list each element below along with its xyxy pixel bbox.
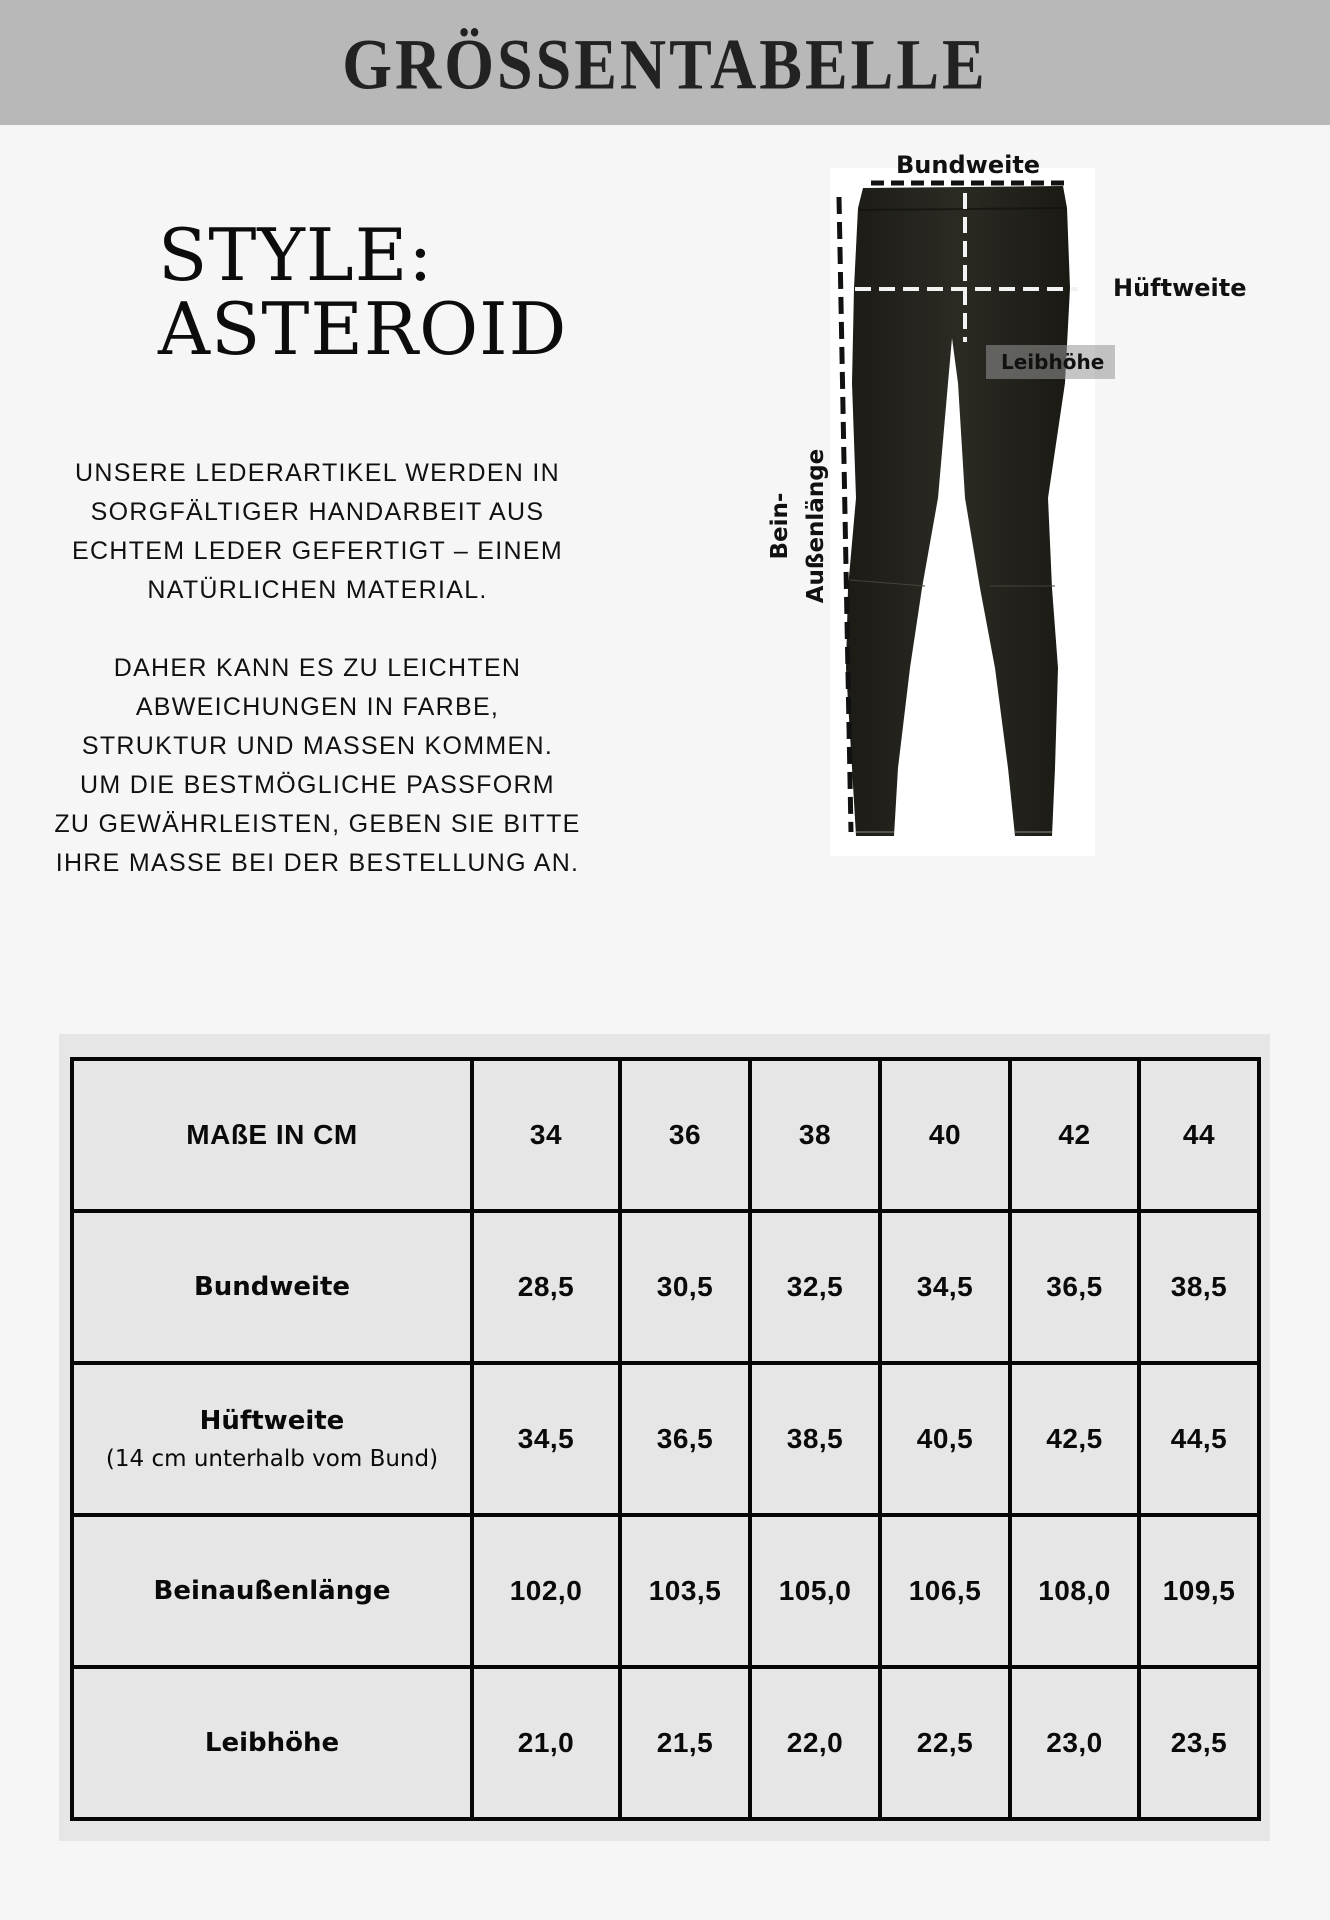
table-cell: 40,5 bbox=[880, 1363, 1010, 1515]
desc-line: IHRE MASSE BEI DER BESTELLUNG AN. bbox=[55, 849, 580, 877]
row-label-note: (14 cm unterhalb vom Bund) bbox=[105, 1446, 439, 1472]
table-cell: 22,0 bbox=[750, 1667, 880, 1819]
desc-line: ZU GEWÄHRLEISTEN, GEBEN SIE BITTE bbox=[54, 810, 581, 838]
table-cell: 36,5 bbox=[620, 1363, 750, 1515]
table-cell: 36,5 bbox=[1010, 1211, 1139, 1363]
table-cell: 109,5 bbox=[1139, 1515, 1259, 1667]
table-cell: 38,5 bbox=[750, 1363, 880, 1515]
table-row bbox=[72, 1667, 1259, 1819]
style-name bbox=[158, 213, 568, 371]
label-leibhoehe: Leibhöhe bbox=[986, 345, 1115, 379]
header-measures-cm: MAßE IN CM bbox=[72, 1059, 472, 1211]
label-hueftweite: Hüftweite bbox=[1113, 274, 1247, 302]
description-paragraph-1 bbox=[40, 454, 595, 610]
table-row bbox=[72, 1211, 1259, 1363]
desc-line: SORGFÄLTIGER HANDARBEIT AUS bbox=[90, 498, 545, 526]
leggings-illustration bbox=[830, 168, 1095, 856]
desc-line: UM DIE BESTMÖGLICHE PASSFORM bbox=[80, 771, 555, 799]
table-cell: 44,5 bbox=[1139, 1363, 1259, 1515]
table-cell: 108,0 bbox=[1010, 1515, 1139, 1667]
bein-line-1: Bein- bbox=[767, 492, 793, 560]
size-40: 40 bbox=[880, 1059, 1010, 1211]
style-label: STYLE: bbox=[158, 213, 434, 297]
desc-line: ABWEICHUNGEN IN FARBE, bbox=[135, 693, 500, 721]
description-paragraph-2 bbox=[40, 649, 595, 883]
table-cell: 30,5 bbox=[620, 1211, 750, 1363]
desc-line: NATÜRLICHEN MATERIAL. bbox=[147, 576, 488, 604]
desc-line: UNSERE LEDERARTIKEL WERDEN IN bbox=[74, 459, 560, 487]
size-table bbox=[70, 1057, 1261, 1821]
size-42: 42 bbox=[1010, 1059, 1139, 1211]
row-label-hueftweite bbox=[72, 1363, 472, 1515]
desc-line: STRUKTUR UND MASSEN KOMMEN. bbox=[81, 732, 554, 760]
table-cell: 34,5 bbox=[472, 1363, 620, 1515]
table-cell: 28,5 bbox=[472, 1211, 620, 1363]
table-cell: 105,0 bbox=[750, 1515, 880, 1667]
row-label-leibhoehe: Leibhöhe bbox=[72, 1667, 472, 1819]
row-label-main: Hüftweite bbox=[199, 1406, 345, 1436]
table-row bbox=[72, 1363, 1259, 1515]
table-cell: 42,5 bbox=[1010, 1363, 1139, 1515]
table-cell: 103,5 bbox=[620, 1515, 750, 1667]
desc-line: ECHTEM LEDER GEFERTIGT – EINEM bbox=[72, 537, 563, 565]
size-38: 38 bbox=[750, 1059, 880, 1211]
table-cell: 21,5 bbox=[620, 1667, 750, 1819]
table-row bbox=[72, 1515, 1259, 1667]
table-cell: 21,0 bbox=[472, 1667, 620, 1819]
pants-photo bbox=[830, 168, 1095, 856]
table-cell: 23,0 bbox=[1010, 1667, 1139, 1819]
page-title: GRÖSSENTABELLE bbox=[342, 24, 988, 104]
label-bundweite: Bundweite bbox=[896, 151, 1041, 179]
row-label-bundweite: Bundweite bbox=[72, 1211, 472, 1363]
row-label-beinaussenlaenge: Beinaußenlänge bbox=[72, 1515, 472, 1667]
table-cell: 22,5 bbox=[880, 1667, 1010, 1819]
table-cell: 23,5 bbox=[1139, 1667, 1259, 1819]
desc-line: DAHER KANN ES ZU LEICHTEN bbox=[113, 654, 522, 682]
table-header-row bbox=[72, 1059, 1259, 1211]
table-cell: 102,0 bbox=[472, 1515, 620, 1667]
table-cell: 34,5 bbox=[880, 1211, 1010, 1363]
size-36: 36 bbox=[620, 1059, 750, 1211]
table-cell: 106,5 bbox=[880, 1515, 1010, 1667]
label-bein-aussenlaenge bbox=[762, 446, 834, 606]
bein-line-2: Außenlänge bbox=[803, 448, 829, 604]
table-cell: 38,5 bbox=[1139, 1211, 1259, 1363]
style-value: ASTEROID bbox=[158, 287, 568, 371]
size-44: 44 bbox=[1139, 1059, 1259, 1211]
size-34: 34 bbox=[472, 1059, 620, 1211]
table-cell: 32,5 bbox=[750, 1211, 880, 1363]
header-banner bbox=[0, 0, 1330, 125]
